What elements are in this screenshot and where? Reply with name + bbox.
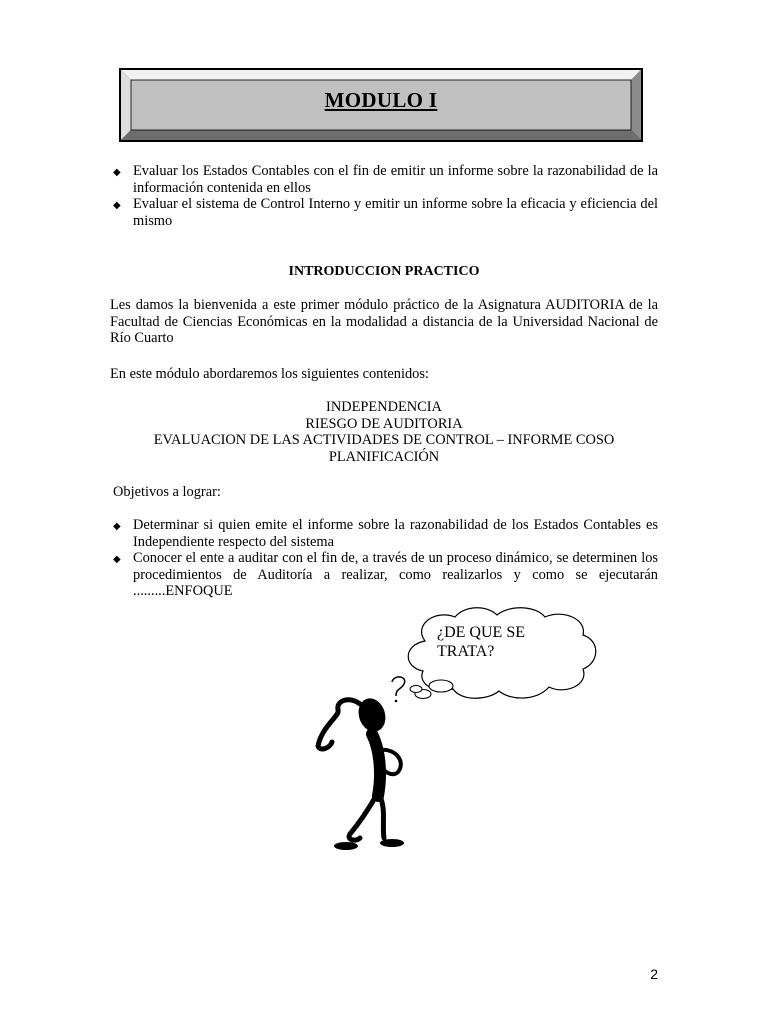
objectives-label: Objetivos a lograr: (113, 484, 221, 500)
contents-list (110, 399, 658, 465)
page-number: 2 (650, 966, 658, 982)
thinking-stick-figure-icon (310, 670, 460, 860)
content-line: PLANIFICACIÓN (328, 448, 440, 465)
module-title-box (119, 68, 643, 142)
objectives-list (110, 517, 658, 600)
diamond-bullet-icon: ◆ (113, 521, 121, 532)
cloud-text: ¿DE QUE SE TRATA? (437, 624, 525, 660)
section-heading: INTRODUCCION PRACTICO (288, 264, 480, 279)
list-item: ◆ Conocer el ente a auditar con el fin de, a través de un proceso dinámico, se determinen los procedimientos de Auditoría a realizar, como realizarlos y como se ejecutarán .........ENFOQUE (113, 550, 658, 599)
content-line: INDEPENDENCIA (326, 399, 442, 415)
content-line: EVALUACION DE LAS ACTIVIDADES DE CONTROL – INFORME COSO (153, 432, 615, 448)
contents-intro: En este módulo abordaremos los siguientes contenidos: (110, 366, 429, 382)
diamond-bullet-icon: ◆ (113, 167, 121, 178)
intro-paragraph: Les damos la bienvenida a este primer módulo práctico de la Asignatura AUDITORIA de la Facultad de Ciencias Económicas en la modalidad a distancia de la Universidad Nacional de Río Cuarto (110, 297, 658, 346)
page-title: MODULO I (324, 87, 438, 112)
diamond-bullet-icon: ◆ (113, 200, 121, 211)
diamond-bullet-icon: ◆ (113, 554, 121, 565)
list-item: ◆ Evaluar el sistema de Control Interno y emitir un informe sobre la eficacia y eficiencia del mismo (113, 196, 658, 229)
goals-list (110, 163, 658, 229)
content-line: RIESGO DE AUDITORIA (305, 415, 463, 432)
list-item: ◆ Evaluar los Estados Contables con el fin de emitir un informe sobre la razonabilidad de la información contenida en ellos (113, 163, 658, 196)
list-item: ◆ Determinar si quien emite el informe sobre la razonabilidad de los Estados Contables es Independiente respecto del sistema (113, 517, 658, 550)
